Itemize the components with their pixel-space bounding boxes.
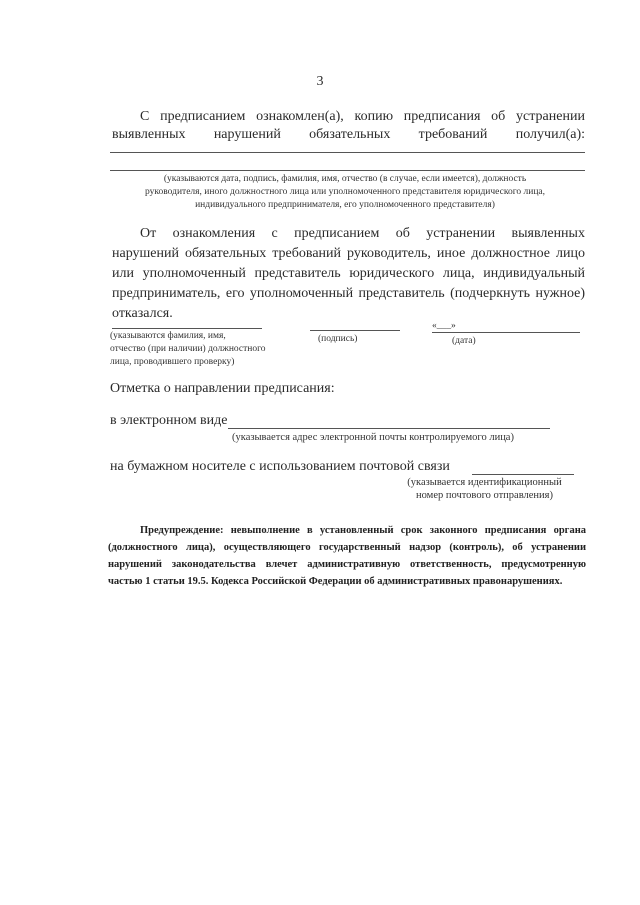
word: получил(а): bbox=[515, 127, 585, 142]
warning-line: частью 1 статьи 19.5. Кодекса Российской Федерации об административных правонарушениях. bbox=[108, 576, 563, 587]
date-prefix: «___» bbox=[432, 321, 456, 331]
warning-line: (должностного лица), осуществляющего государственный надзор (контроль), об устранении bbox=[108, 542, 586, 553]
sign-caption: (подпись) bbox=[318, 334, 358, 344]
name-caption bbox=[110, 330, 310, 369]
caption-line: лица, проводившего проверку) bbox=[110, 357, 235, 367]
signature-line bbox=[110, 152, 585, 153]
email-line bbox=[228, 428, 550, 429]
refusal-line: нарушений обязательных требований руководитель, иное должностное лицо bbox=[112, 246, 585, 261]
ack-line-1 bbox=[140, 109, 585, 125]
word: копию bbox=[354, 109, 394, 124]
date-line bbox=[432, 332, 580, 333]
refusal-line: отказался. bbox=[112, 306, 173, 321]
word: От bbox=[140, 226, 157, 241]
word: обязательных bbox=[309, 127, 391, 142]
tracking-line bbox=[472, 474, 574, 475]
word: ознакомления bbox=[172, 226, 256, 241]
caption-line: индивидуального предпринимателя, его уполномоченного представителя) bbox=[195, 200, 495, 210]
word: с bbox=[271, 226, 278, 241]
warning-paragraph bbox=[108, 522, 586, 590]
ack-line-2 bbox=[112, 127, 585, 143]
direction-heading: Отметка о направлении предписания: bbox=[110, 381, 335, 396]
word: устранении bbox=[516, 109, 585, 124]
refusal-line: предприниматель, его уполномоченный представитель (подчеркнуть нужное) bbox=[112, 286, 585, 301]
caption-line: (указываются фамилия, имя, bbox=[110, 331, 226, 341]
signature-line bbox=[110, 170, 585, 171]
paper-caption bbox=[392, 476, 577, 502]
name-line bbox=[112, 328, 262, 329]
word: С bbox=[140, 109, 150, 124]
acknowledgement-caption bbox=[105, 173, 585, 212]
date-caption: (дата) bbox=[452, 336, 476, 346]
paper-label: на бумажном носителе с использованием почтовой связи bbox=[110, 459, 450, 474]
caption-line: (указывается идентификационный bbox=[407, 477, 562, 488]
sign-line bbox=[310, 330, 400, 331]
word: устранении bbox=[426, 226, 496, 241]
word: об bbox=[491, 109, 506, 124]
caption-line: (указываются дата, подпись, фамилия, имя, отчество (в случае, если имеется), должность bbox=[163, 174, 527, 184]
electronic-caption: (указывается адрес электронной почты контролируемого лица) bbox=[232, 432, 514, 443]
word: об bbox=[395, 226, 410, 241]
caption-line: руководителя, иного должностного лица или уполномоченного представителя юридического лица, bbox=[144, 187, 546, 197]
warning-line: нарушений законодательства влечет административную ответственность, предусмотренную bbox=[108, 559, 586, 570]
word: выявленных bbox=[112, 127, 186, 142]
word: нарушений bbox=[213, 127, 281, 142]
refusal-line-1 bbox=[140, 226, 585, 242]
warning-line: Предупреждение: невыполнение в установленный срок законного предписания органа bbox=[140, 525, 586, 536]
caption-line: номер почтового отправления) bbox=[416, 490, 553, 501]
word: предписания bbox=[403, 109, 481, 124]
word: ознакомлен(а), bbox=[256, 109, 344, 124]
refusal-line: или уполномоченный представитель юридического лица, индивидуальный bbox=[112, 266, 585, 281]
word: предписанием bbox=[294, 226, 380, 241]
page-number: 3 bbox=[316, 74, 324, 89]
electronic-label: в электронном виде bbox=[110, 413, 228, 428]
word: предписанием bbox=[160, 109, 246, 124]
word: выявленных bbox=[511, 226, 585, 241]
word: требований bbox=[418, 127, 488, 142]
refusal-paragraph bbox=[112, 244, 585, 324]
caption-line: отчество (при наличии) должностного bbox=[110, 344, 266, 354]
